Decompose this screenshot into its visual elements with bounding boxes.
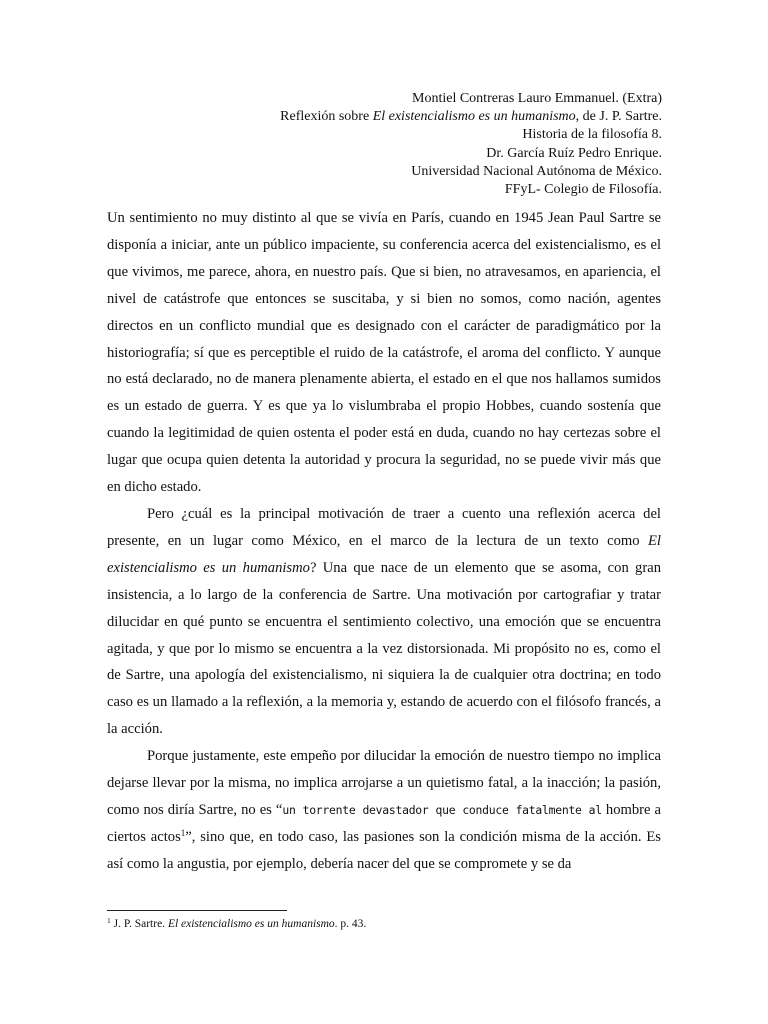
university-line: Universidad Nacional Autónoma de México.	[411, 163, 662, 179]
paragraph-1: Un sentimiento no muy distinto al que se vivía en París, cuando en 1945 Jean Paul Sartre se disponía a iniciar, ante un público impaciente, su conferencia acerca del existencialismo, es el que vivimos, me parece, ahora, en nuestro país. Que si bien, no atravesamos, en apariencia, el nivel de catástrofe que entonces se suscitaba, y si bien no somos, como nación, agentes directos en un conflicto mundial que es designado con el carácter de paradigmático por la historiografía; sí que es perceptible el ruido de la catástrofe, el aroma del conflicto. Y aunque no está declarado, no de manera plenamente abierta, el estado en el que nos hallamos sumidos es un estado de guerra. Y es que ya lo vislumbraba el propio Hobbes, cuando sostenía que cuando la legitimidad de quien ostenta el poder está en duda, cuando no hay certezas sobre el lugar que ocupa quien detenta la autoridad y procura la seguridad, no se puede vivir más que en dicho estado.	[107, 210, 661, 496]
course-line: Historia de la filosofía 8.	[522, 127, 662, 143]
footnote-reference[interactable]: 1	[180, 827, 186, 838]
paragraph-2-end: ? Una que nace de un elemento que se asoma, con gran insistencia, a lo largo de la conferencia de Sartre. Una motivación por cartografiar y tratar dilucidar en qué punto se encuentra el sentimiento colectivo, una emoción que se encuentra agitada, y que por lo mismo se encuentra a la vez distorsionada. Mi propósito no es, como el de Sartre, una apología del existencialismo, ni siquiera la de cualquier otra doctrina; en todo caso es un llamado a la reflexión, a la memoria y, estando de acuerdo con el filósofo francés, a la acción.	[107, 559, 661, 738]
paragraph-2	[107, 501, 661, 743]
paragraph-3	[107, 743, 661, 878]
footnote-1	[107, 917, 366, 931]
footnote-prefix: J. P. Sartre.	[110, 918, 168, 930]
document-header	[280, 90, 662, 199]
paragraph-3-start: Porque justamente, este empeño por dilucidar la emoción de nuestro tiempo no implica dejarse llevar por la misma, no implica arrojarse a un quietismo fatal, a la inacción; la pasión, como nos diría Sartre, no es “	[107, 748, 661, 818]
author-line: Montiel Contreras Lauro Emmanuel. (Extra)	[412, 91, 662, 106]
faculty-line: FFyL- Colegio de Filosofía.	[504, 182, 662, 198]
document-body	[107, 205, 661, 878]
paragraph-3-quote: un torrente devastador que conduce fatalmente al	[282, 802, 602, 817]
footnote-suffix: . p. 43.	[334, 918, 367, 930]
paragraph-2-book-title: El existencialismo es un humanismo	[107, 532, 661, 576]
paragraph-2-start: Pero ¿cuál es la principal motivación de traer a cuento una reflexión acerca del presente, en un lugar como México, en el marco de la lectura de un texto como	[107, 505, 661, 549]
reflection-prefix: Reflexión sobre	[280, 109, 373, 125]
footnote-divider	[107, 910, 287, 911]
paragraph-3-quote-end: hombre a ciertos actos	[107, 801, 662, 845]
reflection-suffix: , de J. P. Sartre.	[575, 109, 662, 125]
footnote-number: 1	[107, 916, 111, 925]
footnote-book-title: El existencialismo es un humanismo	[167, 918, 335, 930]
reflection-book-title: El existencialismo es un humanismo	[372, 109, 576, 125]
reflection-line	[280, 108, 662, 126]
professor-line: Dr. García Ruíz Pedro Enrique.	[486, 145, 662, 161]
paragraph-3-end: ”, sino que, en todo caso, las pasiones son la condición misma de la acción. Es así como la angustia, por ejemplo, debería nacer del que se compromete y se da	[107, 828, 661, 872]
